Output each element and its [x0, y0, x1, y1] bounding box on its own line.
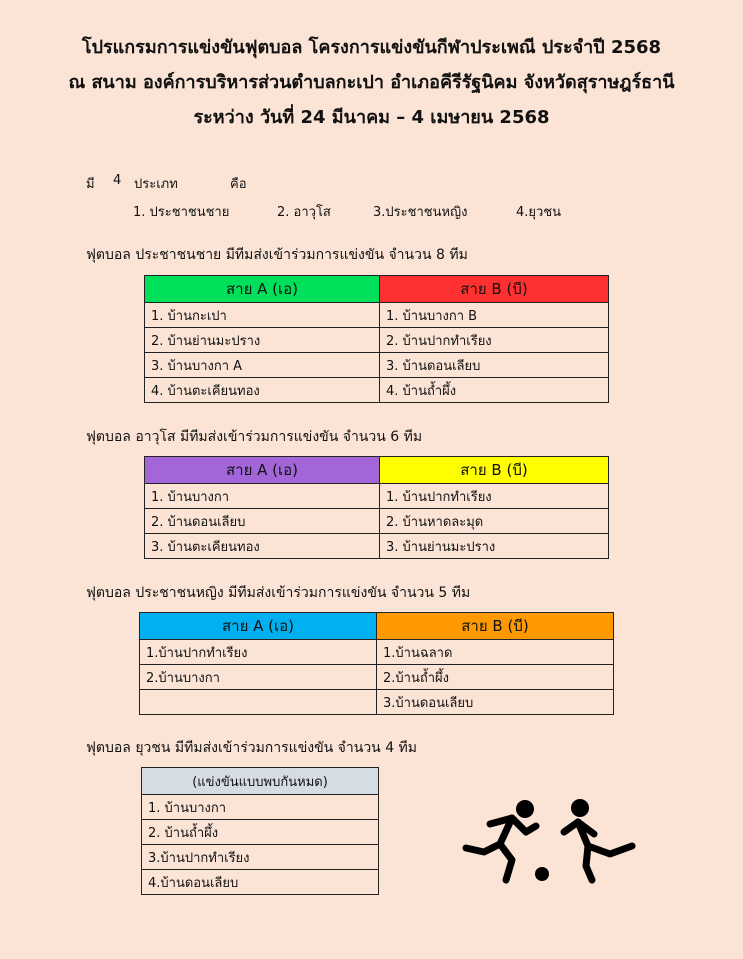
team-cell: 1. บ้านปากทำเรียง — [380, 484, 609, 509]
team-cell: 3. บ้านดอนเลียบ — [380, 353, 609, 378]
table-row — [145, 509, 609, 534]
intro-has: มี — [86, 177, 95, 192]
category-item: 4.ยุวชน — [516, 205, 562, 220]
table-header-row — [140, 613, 614, 640]
senior-group-table — [144, 456, 609, 559]
group-a-header: สาย A (เอ) — [145, 276, 380, 303]
table-header-row — [145, 457, 609, 484]
title-line-3: ระหว่าง วันที่ 24 มีนาคม – 4 เมษายน 2568 — [193, 107, 550, 128]
team-cell: 3. บ้านบางกา A — [145, 353, 380, 378]
table-row — [142, 870, 379, 895]
team-cell: 2. บ้านปากทำเรียง — [380, 328, 609, 353]
youth-round-robin-table — [141, 767, 379, 895]
team-cell: 2. บ้านดอนเลียบ — [145, 509, 380, 534]
team-cell — [140, 690, 377, 715]
team-cell: 1. บ้านบางกา B — [380, 303, 609, 328]
team-cell: 2.บ้านบางกา — [140, 665, 377, 690]
category-item: 3.ประชาชนหญิง — [373, 205, 468, 220]
team-cell: 3. บ้านย่านมะปราง — [380, 534, 609, 559]
table-row — [145, 303, 609, 328]
team-cell: 4.บ้านดอนเลียบ — [142, 870, 379, 895]
group-b-header: สาย B (บี) — [377, 613, 614, 640]
title-line-2: ณ สนาม องค์การบริหารส่วนตำบลกะเปา อำเภอคีรีรัฐนิคม จังหวัดสุราษฎร์ธานี — [68, 72, 675, 93]
table-row — [140, 665, 614, 690]
running-player-icon — [564, 799, 632, 880]
team-cell: 2. บ้านย่านมะปราง — [145, 328, 380, 353]
team-cell: 2. บ้านหาดละมุด — [380, 509, 609, 534]
team-cell: 2.บ้านถ้ำผึ้ง — [377, 665, 614, 690]
team-cell: 1. บ้านกะเปา — [145, 303, 380, 328]
football-player-icon — [466, 800, 549, 881]
table-row — [140, 690, 614, 715]
team-cell: 3.บ้านดอนเลียบ — [377, 690, 614, 715]
round-robin-header: (แข่งขันแบบพบกันหมด) — [142, 768, 379, 795]
table-row — [140, 640, 614, 665]
title-line-1: โปรแกรมการแข่งขันฟุตบอล โครงการแข่งขันกีฬาประเพณี ประจำปี 2568 — [81, 37, 662, 58]
team-cell: 1.บ้านฉลาด — [377, 640, 614, 665]
team-cell: 4. บ้านถ้ำผึ้ง — [380, 378, 609, 403]
table-row — [145, 484, 609, 509]
intro-count: 4 — [113, 173, 122, 188]
section-heading-women: ฟุตบอล ประชาชนหญิง มีทีมส่งเข้าร่วมการแข่งขัน จำนวน 5 ทีม — [86, 585, 471, 601]
team-cell: 2. บ้านถ้ำผึ้ง — [142, 820, 379, 845]
table-row — [145, 378, 609, 403]
women-group-table — [139, 612, 614, 715]
group-a-header: สาย A (เอ) — [145, 457, 380, 484]
team-cell: 1. บ้านบางกา — [145, 484, 380, 509]
section-heading-youth: ฟุตบอล ยุวชน มีทีมส่งเข้าร่วมการแข่งขัน จำนวน 4 ทีม — [86, 740, 418, 756]
category-item: 1. ประชาชนชาย — [133, 205, 230, 220]
table-row — [142, 845, 379, 870]
team-cell: 3.บ้านปากทำเรียง — [142, 845, 379, 870]
table-row — [145, 328, 609, 353]
team-cell: 3. บ้านตะเคียนทอง — [145, 534, 380, 559]
table-row — [145, 534, 609, 559]
team-cell: 1. บ้านบางกา — [142, 795, 379, 820]
table-row — [142, 795, 379, 820]
group-b-header: สาย B (บี) — [380, 276, 609, 303]
table-header-row — [142, 768, 379, 795]
football-players-illustration — [460, 796, 642, 888]
section-heading-senior: ฟุตบอล อาวุโส มีทีมส่งเข้าร่วมการแข่งขัน จำนวน 6 ทีม — [86, 429, 423, 445]
group-a-header: สาย A (เอ) — [140, 613, 377, 640]
team-cell: 1.บ้านปากทำเรียง — [140, 640, 377, 665]
men-group-table — [144, 275, 609, 403]
section-heading-men: ฟุตบอล ประชาชนชาย มีทีมส่งเข้าร่วมการแข่งขัน จำนวน 8 ทีม — [86, 247, 468, 263]
table-header-row — [145, 276, 609, 303]
team-cell: 4. บ้านตะเคียนทอง — [145, 378, 380, 403]
group-b-header: สาย B (บี) — [380, 457, 609, 484]
table-row — [142, 820, 379, 845]
category-item: 2. อาวุโส — [277, 205, 331, 220]
table-row — [145, 353, 609, 378]
intro-type-word: ประเภท — [134, 177, 178, 192]
intro-is: คือ — [230, 177, 247, 192]
